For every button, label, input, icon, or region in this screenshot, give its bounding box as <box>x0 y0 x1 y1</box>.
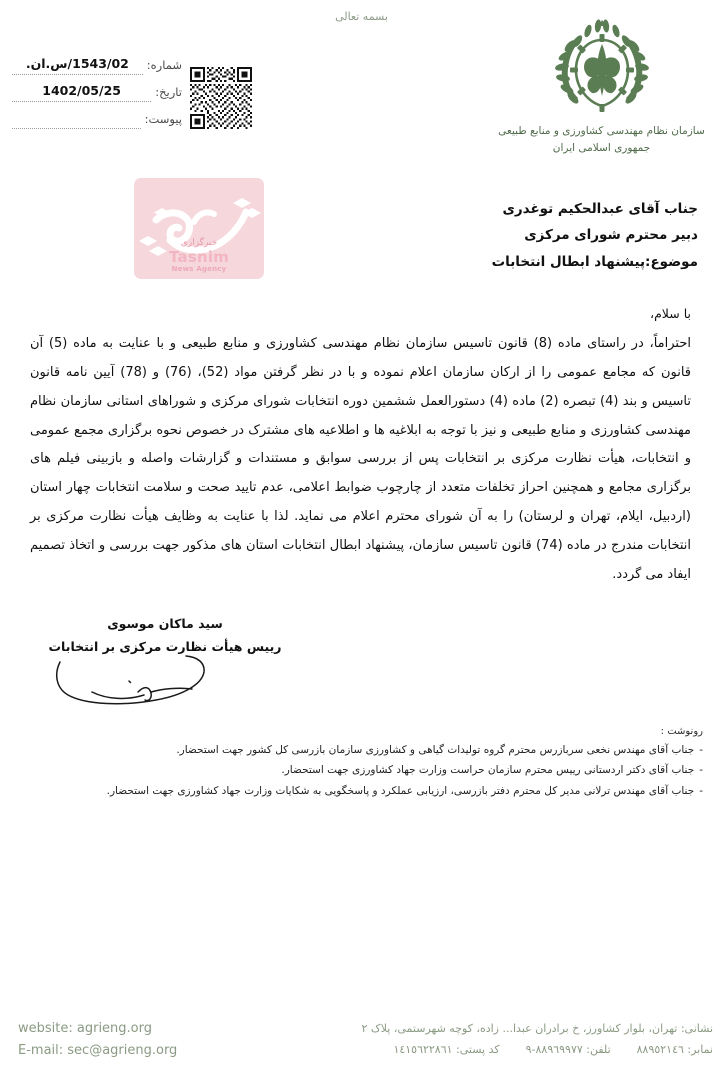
reference-number-value: 1543/02/س.ان. <box>25 56 129 71</box>
footer-contact-row <box>313 1040 713 1061</box>
addressee-block <box>278 196 698 275</box>
handwritten-signature-icon <box>52 648 252 708</box>
salutation: با سلام، <box>650 306 691 321</box>
reference-number-row <box>12 48 182 75</box>
cc-list-item <box>143 740 703 760</box>
letter-body-paragraph: احتراماً، در راستای ماده (8) قانون تاسیس سازمان نظام مهندسی کشاورزی و منابع طبیعی و با عنایت به ماده (5) آن قانون که مجامع عمومی را از ارکان سازمان اعلام نموده و با در نظر گرفتن مواد (52)، (76) و (78) آیین نامه قانون تاسیس و بند (4) تبصره (2) ماده (4) دستورالعمل ششمین دوره انتخابات شورای مرکزی و شوراهای استانی سازمان نظام مهندسی کشاورزی و منابع طبیعی و نیز با توجه به ابلاغیه ها و اطلاعیه های مشترک در خصوص نحوه برگزاری مجمع عمومی و انتخابات، هیأت نظارت مرکزی بر انتخابات پس از بررسی سوابق و مستندات و گزارشات واصله و بازبینی فیلم های برگزاری مجامع و همچنین احراز تخلفات متعدد از چارچوب ضوابط اعلامی، عدم تایید صحت و سلامت انتخابات چهار استان (اردبیل، ایلام، تهران و لرستان) را به آن شورای محترم اعلام می نماید. لذا با عنایت به وظایف هیأت نظارت مرکزی بر انتخابات مندرج در ماده (74) قانون تاسیس سازمان، پیشنهاد ابطال انتخابات استان های مذکور جهت بررسی و اتخاذ تصمیم ایفاد می گردد. <box>30 336 691 582</box>
qr-code-icon[interactable] <box>190 62 252 134</box>
tasnim-news-agency-watermark-icon <box>134 178 264 279</box>
agriculture-engineering-emblem-icon <box>548 14 656 120</box>
reference-number-label: شماره: <box>146 58 182 72</box>
footer-postal-code: کد پستی: ۱٤۱٥٦۲۲۸٦۱ <box>393 1043 500 1057</box>
cc-bullet-dash: - <box>699 744 703 756</box>
letter-subject: موضوع:پیشنهاد ابطال انتخابات <box>491 253 698 270</box>
footer-web-block <box>18 1018 177 1061</box>
footer-website[interactable]: website: agrieng.org <box>18 1021 152 1037</box>
reference-date-value: 1402/05/25 <box>42 83 121 98</box>
footer-email[interactable]: E-mail: sec@agrieng.org <box>18 1042 178 1058</box>
organization-name-line-1: سازمان نظام مهندسی کشاورزی و منابع طبیعی <box>498 125 705 137</box>
bismillah-header: بسمه تعالی <box>335 10 388 23</box>
tasnim-agency-en-label: Tasnim <box>169 247 229 266</box>
footer-phone: تلفن: ۸۸۹٦۹۹۷۷-۹ <box>525 1043 611 1057</box>
tasnim-label-block <box>134 239 264 273</box>
reference-number-field <box>12 53 143 75</box>
signatory-name: سید ماکان موسوی <box>107 616 223 631</box>
reference-date-label: تاریخ: <box>155 85 182 99</box>
cc-bullet-dash: - <box>699 764 703 777</box>
organization-name-line-2: جمهوری اسلامی ایران <box>552 141 651 154</box>
cc-item-text: جناب آقای مهندس ترلانی مدیر کل محترم دفتر بازرسی، ارزیابی عملکرد و پاسخگویی به شکایات وزارت جهاد کشاورزی جهت استحضار. <box>106 784 695 797</box>
cc-item-text: جناب آقای دکتر اردستانی ریيس محترم سازمان حراست وزارت جهاد کشاورزی جهت استحضار. <box>281 764 695 777</box>
footer-contact-block <box>313 1019 713 1061</box>
addressee-title: دبیر محترم شورای مرکزی <box>524 227 698 244</box>
signatory-title: ریيس هیأت نظارت مرکزی بر انتخابات <box>48 639 282 655</box>
reference-date-row <box>12 75 182 102</box>
addressee-name: جناب آقای عبدالحکیم توغدری <box>502 201 698 217</box>
reference-attachment-field <box>12 107 141 129</box>
reference-fields <box>12 48 182 129</box>
cc-list-item <box>143 760 703 780</box>
cc-item-text: جناب آقای مهندس نخعی سربازرس محترم گروه تولیدات گیاهی و کشاورزی سازمان بازرسی کل کشور جهت استحضار. <box>176 744 695 756</box>
cc-title: رونوشت : <box>660 726 703 737</box>
reference-date-field <box>12 80 151 102</box>
carbon-copy-block <box>106 726 703 801</box>
cc-bullet-dash: - <box>699 784 703 797</box>
tasnim-agency-fa-label: خبرگزاری <box>180 238 218 249</box>
tasnim-agency-en-sub-label: News Agency <box>171 264 227 273</box>
cc-list-item <box>106 781 703 801</box>
letterhead-logo-block <box>494 14 709 158</box>
footer-address: نشانی: تهران، بلوار کشاورز، خ برادران عبدا... زاده، کوچه شهرستمی، پلاک ۲ <box>361 1022 713 1036</box>
reference-attachment-row <box>12 102 182 129</box>
footer-fax: نمابر: ۸۸۹٥۲۱٤٦ <box>636 1043 713 1057</box>
reference-attachment-label: پیوست: <box>144 112 182 126</box>
